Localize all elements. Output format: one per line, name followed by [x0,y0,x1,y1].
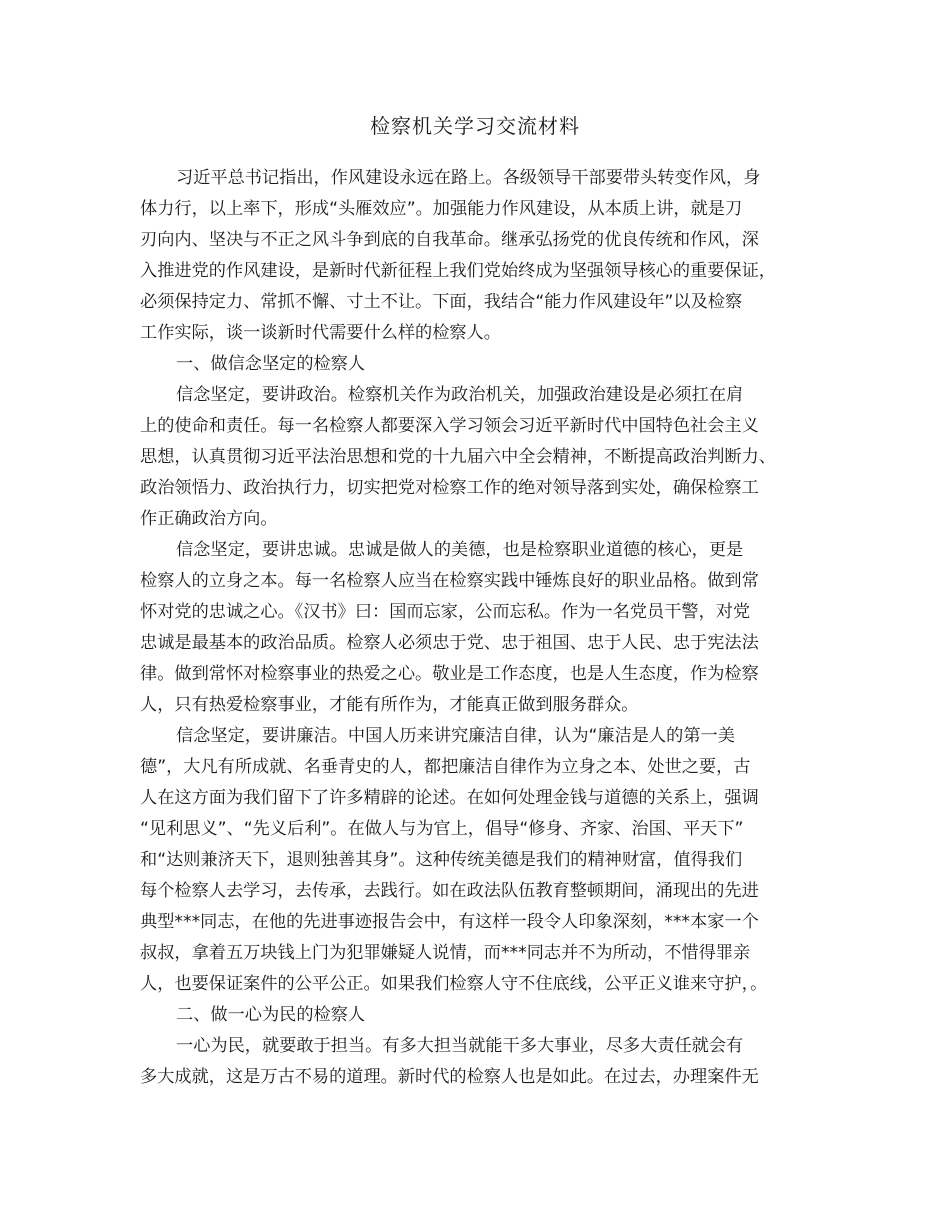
paragraph-line: 刃向内、坚决与不正之风斗争到底的自我革命。继承弘扬党的优良传统和作风，深 [140,230,759,250]
paragraph-line: 信念坚定，要讲忠诚。忠诚是做人的美德，也是检察职业道德的核心，更是 [176,540,744,560]
paragraph-line: 思想，认真贯彻习近平法治思想和党的十九届六中全会精神，不断提高政治判断力、 [140,447,776,467]
paragraph-line: 人，也要保证案件的公平公正。如果我们检察人守不住底线，公平正义谁来守护，。 [140,974,768,994]
paragraph-line: 一心为民，就要敢于担当。有多大担当就能干多大事业，尽多大责任就会有 [176,1036,744,1056]
section-heading: 一、做信念坚定的检察人 [176,354,366,374]
paragraph-line: 入推进党的作风建设，是新时代新征程上我们党始终成为坚强领导核心的重要保证， [140,261,776,281]
paragraph-line: 信念坚定，要讲政治。检察机关作为政治机关，加强政治建设是必须扛在肩 [176,385,744,405]
paragraph-line: 信念坚定，要讲廉洁。中国人历来讲究廉洁自律，认为“廉洁是人的第一美 [176,726,735,746]
section-heading: 二、做一心为民的检察人 [176,1005,366,1025]
paragraph-line: 工作实际，谈一谈新时代需要什么样的检察人。 [140,323,501,343]
paragraph-line: 和“达则兼济天下，退则独善其身”。这种传统美德是我们的精神财富，值得我们 [140,850,743,870]
paragraph-line: 作正确政治方向。 [140,509,278,529]
paragraph-line: 习近平总书记指出，作风建设永远在路上。各级领导干部要带头转变作风，身 [176,168,761,188]
document-title: 检察机关学习交流材料 [370,114,580,138]
paragraph-line: 德”，大凡有所成就、名垂青史的人，都把廉洁自律作为立身之本、处世之要，古 [140,757,751,777]
paragraph-line: 上的使命和责任。每一名检察人都要深入学习领会习近平新时代中国特色社会主义 [140,416,759,436]
paragraph-line: 人，只有热爱检察事业，才能有所作为，才能真正做到服务群众。 [140,695,639,715]
paragraph-line: 必须保持定力、常抓不懈、寸土不让。下面，我结合“能力作风建设年”以及检察 [140,292,743,312]
paragraph-line: 律。做到常怀对检察事业的热爱之心。敬业是工作态度，也是人生态度，作为检察 [140,664,759,684]
paragraph-line: 体力行，以上率下，形成“头雁效应”。加强能力作风建设，从本质上讲，就是刀 [140,199,743,219]
paragraph-line: 叔叔，拿着五万块钱上门为犯罪嫌疑人说情，而***同志并不为所动，不惜得罪亲 [140,943,751,963]
paragraph-line: 检察人的立身之本。每一名检察人应当在检察实践中锤炼良好的职业品格。做到常 [140,571,759,591]
paragraph-line: 多大成就，这是万古不易的道理。新时代的检察人也是如此。在过去，办理案件无 [140,1067,759,1087]
paragraph-line: 政治领悟力、政治执行力，切实把党对检察工作的绝对领导落到实处，确保检察工 [140,478,759,498]
paragraph-line: “见利思义”、“先义后利”。在做人与为官上，倡导“修身、齐家、治国、平天下” [140,819,744,839]
paragraph-line: 人在这方面为我们留下了许多精辟的论述。在如何处理金钱与道德的关系上，强调 [140,788,759,808]
paragraph-line: 忠诚是最基本的政治品质。检察人必须忠于党、忠于祖国、忠于人民、忠于宪法法 [140,633,759,653]
paragraph-line: 每个检察人去学习，去传承，去践行。如在政法队伍教育整顿期间，涌现出的先进 [140,881,759,901]
paragraph-line: 怀对党的忠诚之心。《汉书》曰：国而忘家，公而忘私。作为一名党员干警，对党 [140,602,751,622]
paragraph-line: 典型***同志，在他的先进事迹报告会中，有这样一段令人印象深刻，***本家一个 [140,912,759,932]
